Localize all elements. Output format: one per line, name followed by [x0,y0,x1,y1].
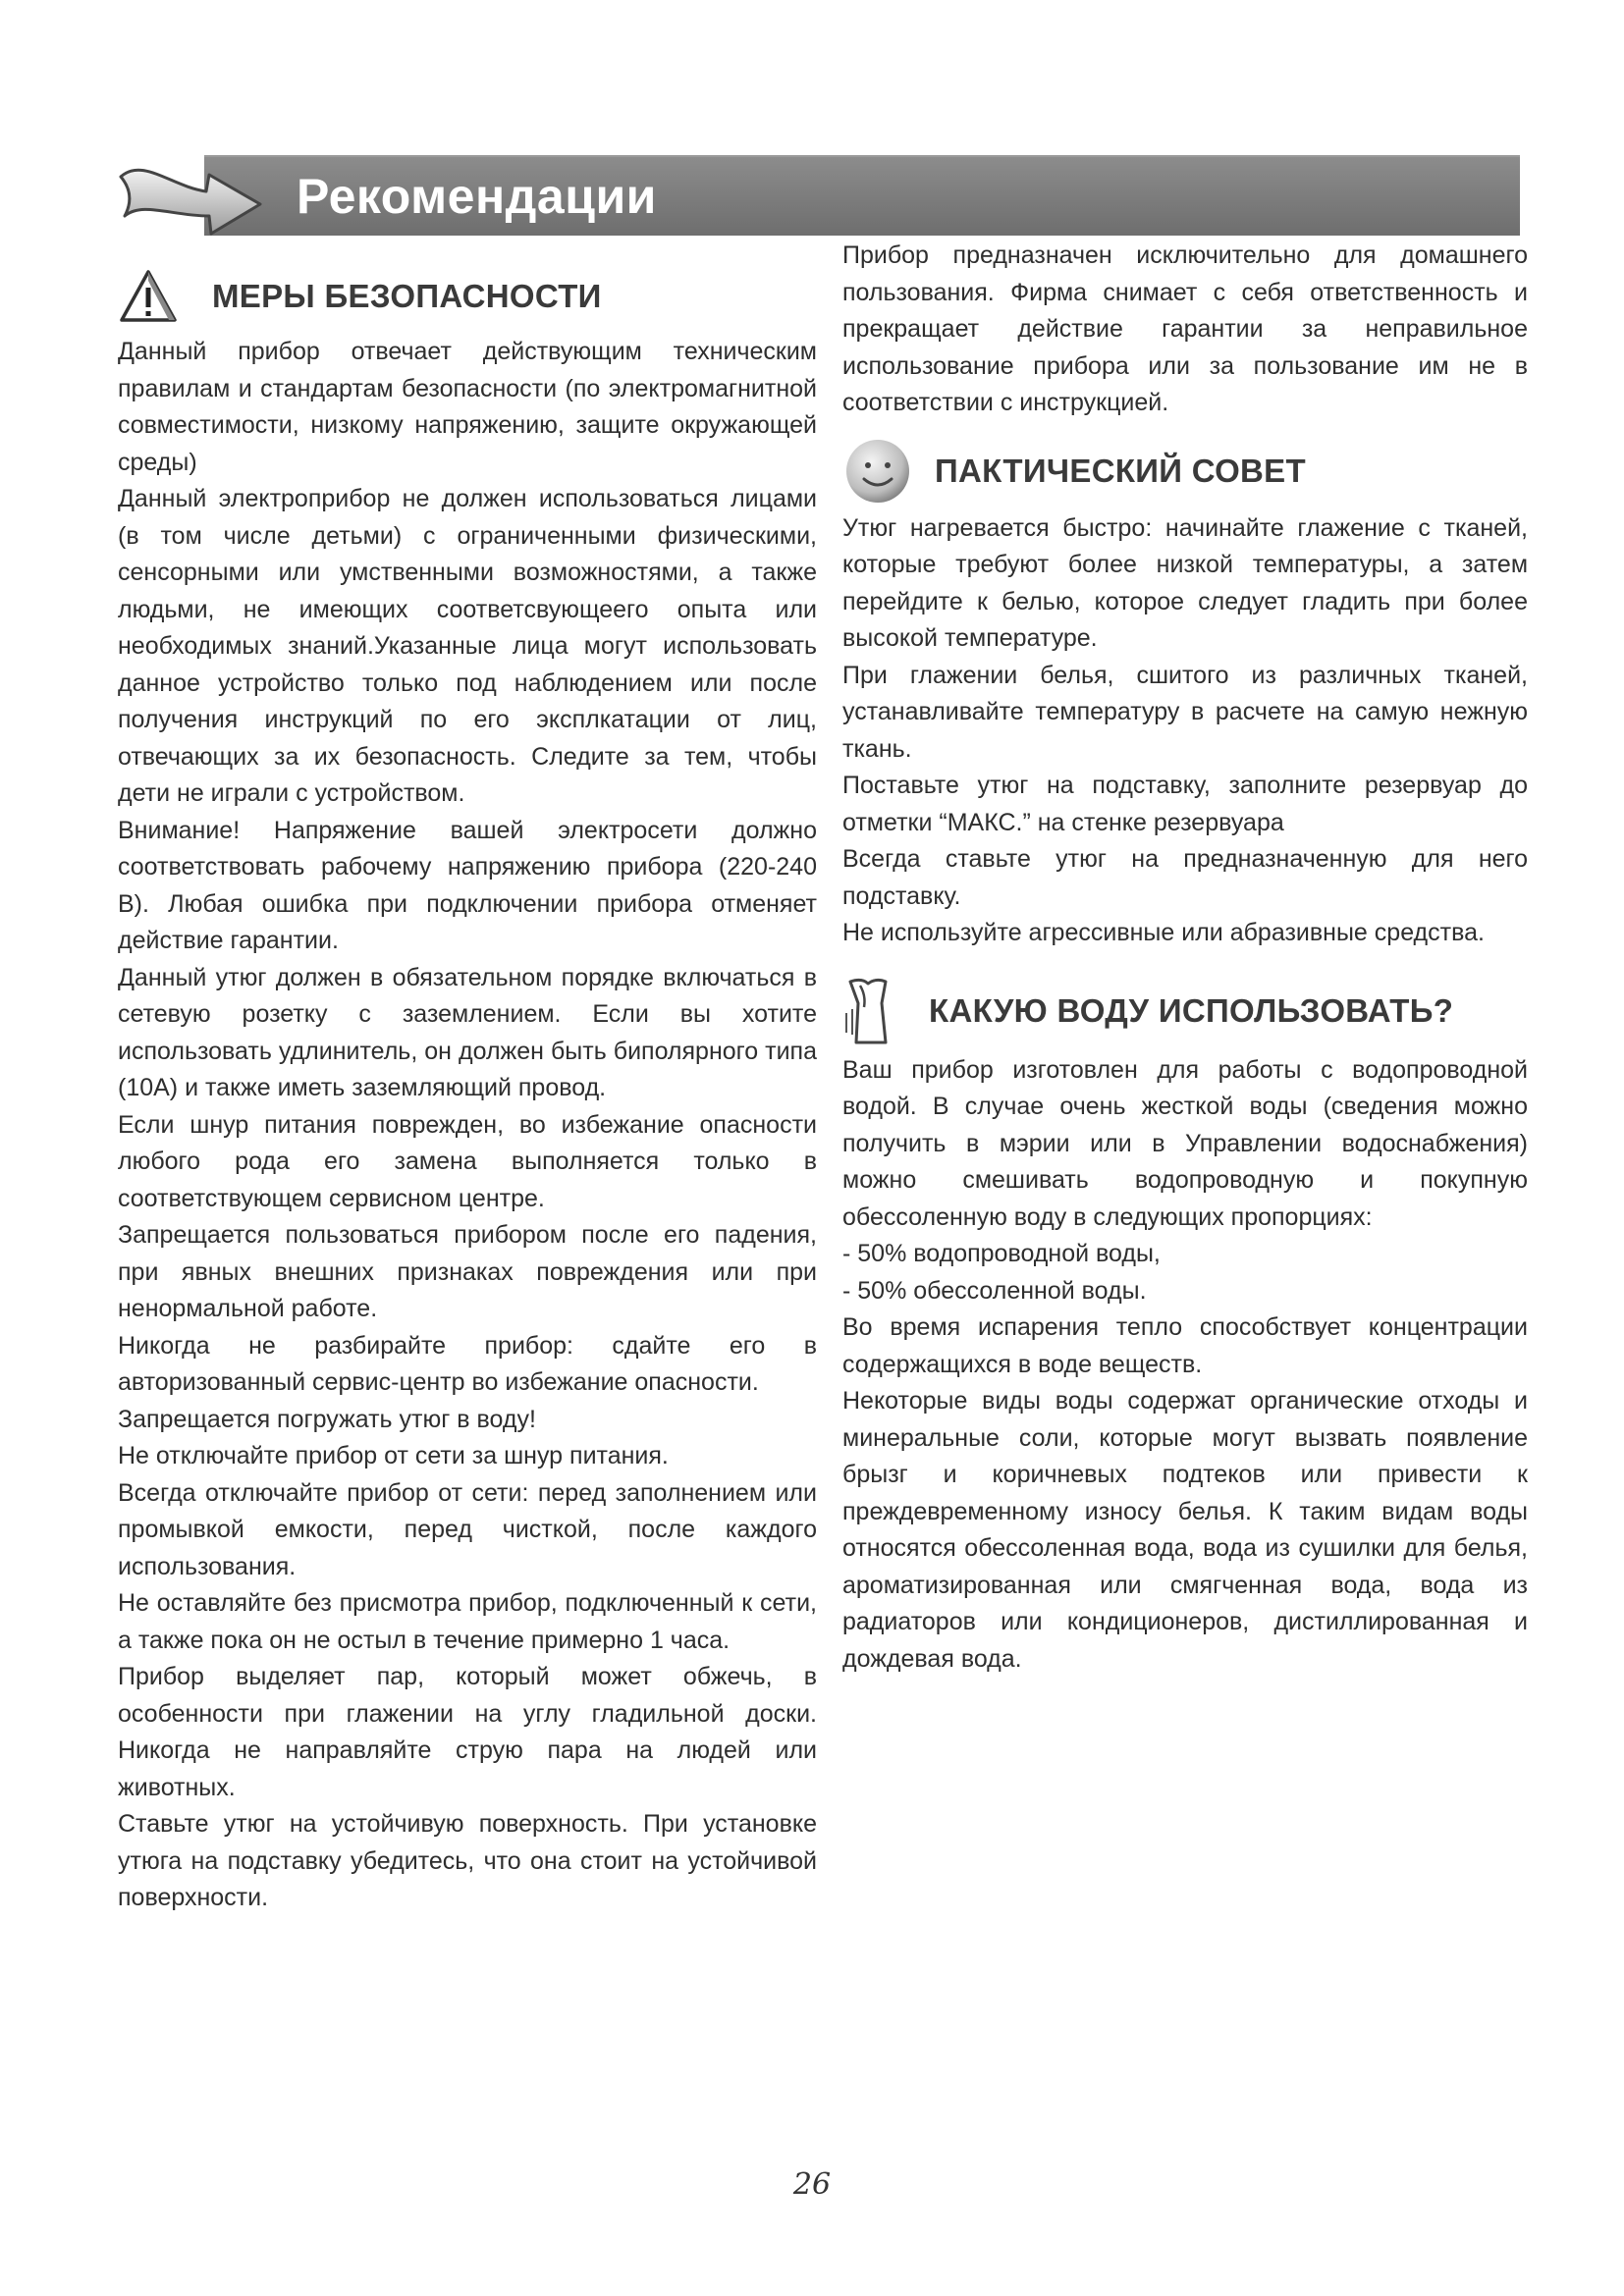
safety-paragraph: Данный утюг должен в обязательном порядке включаться в сетевую розетку с заземлением. Если вы хотите использовать удлинитель, он должен быть биполярного типа (10А) и также иметь заземляющий провод. [118,963,817,1101]
water-paragraph: - 50% обессоленной воды. [842,1276,1147,1305]
water-paragraph: - 50% водопроводной воды, [842,1240,1161,1267]
safety-column [118,265,817,1917]
safety-paragraph: Всегда отключайте прибор от сети: перед заполнением или промывкой емкости, перед чисткой, после каждого использования. [118,1478,817,1580]
tips-heading-text: ПАКТИЧЕСКИЙ СОВЕТ [935,452,1306,489]
water-cup-icon [842,974,895,1048]
safety-paragraph: Ставьте утюг на устойчивую поверхность. При установке утюга на подставку убедитесь, что она стоит на устойчивой поверхности. [118,1810,817,1911]
safety-paragraph: Если шнур питания поврежден, во избежание опасности любого рода его замена выполняется только в соответствующем сервисном центре. [118,1110,817,1212]
curved-arrow-icon [113,147,270,245]
tips-paragraph: Всегда ставьте утюг на предназначенную для него подставку. [842,845,1528,910]
water-paragraph: Некоторые виды воды содержат органические отходы и минеральные соли, которые могут вызвать появление брызг и коричневых подтеков или привести к преждевременному износу белья. К таким видам воды относятся обессоленная вода, вода из сушилки для белья, ароматизированная или смягченная вода, вода из радиаторов или кондиционеров, дистиллированная и дождевая вода. [842,1387,1528,1673]
tips-paragraph: Поставьте утюг на подставку, заполните резервуар до отметки “МАКС.” на стенке резервуара [842,772,1528,836]
safety-paragraph: Данный прибор отвечает действующим техническим правилам и стандартам безопасности (по электромагнитной совместимости, низкому напряжению, защите окружающей среды) [118,338,817,476]
safety-paragraph: Внимание! Напряжение вашей электросети должно соответствовать рабочему напряжению прибора (220-240 В). Любая ошибка при подключении прибора отменяет действие гарантии. [118,816,817,954]
safety-paragraph: Никогда не разбирайте прибор: сдайте его в авторизованный сервис-центр во избежание опасности. [118,1331,817,1396]
tips-paragraph: Не используйте агрессивные или абразивные средства. [842,919,1485,946]
safety-heading-text: МЕРЫ БЕЗОПАСНОСТИ [212,278,602,314]
safety-paragraph: Данный электроприбор не должен использоваться лицами (в том числе детьми) с ограниченными физическими, сенсорными или умственными возможностями, а также людьми, не имеющих соответсвующеего опыта или необходимых знаний.Указанные лица могут использовать данное устройство только под наблюдением или после получения инструкций по его эксплкатации от лиц, отвечающих за их безопасноcть. Следите за тем, чтобы дети не играли с устройством. [118,485,817,807]
tips-column [842,238,1528,1678]
safety-paragraph: Запрещается погружать утюг в воду! [118,1405,536,1433]
safety-heading [118,265,817,328]
tips-paragraph: Утюг нагревается быстро: начинайте глажение с тканей, которые требуют более низкой температуры, а затем перейдите к белью, которое следует гладить при более высокой температуре. [842,513,1528,652]
water-paragraph: Ваш прибор изготовлен для работы с водопроводной водой. В случае очень жесткой воды (сведения можно получить в мэрии или в Управлении водоснабжения) можно смешивать водопроводную и покупную обессоленную воду в следующих пропорциях: [842,1055,1528,1231]
safety-paragraph: Запрещается пользоваться прибором после его падения, при явных внешних признаках повреждения или при ненормальной работе. [118,1221,817,1322]
safety-paragraph: Не отключайте прибор от сети за шнур питания. [118,1442,669,1469]
smiley-face-icon [842,436,913,507]
safety-paragraph: Не оставляйте без присмотра прибор, подключенный к сети, а также пока он не остыл в течение примерно 1 часа. [118,1589,817,1654]
warning-triangle-icon [118,268,179,325]
intro-paragraph: Прибор предназначен исключительно для домашнего пользования. Фирма снимает с себя ответственность и прекращает действие гарантии за неправильное использование прибора или за пользование им не в соответствии с инструкцией. [842,241,1528,416]
tips-paragraph: При глажении белья, сшитого из различных тканей, устанавливайте температуру в расчете на самую нежную ткань. [842,661,1528,763]
water-paragraph: Во время испарения тепло способствует концентрации содержащихся в воде веществ. [842,1313,1528,1378]
water-heading-text: КАКУЮ ВОДУ ИСПОЛЬЗОВАТЬ? [929,991,1454,1029]
safety-paragraph: Прибор выделяет пар, который может обжечь, в особенности при глажении на углу гладильной доски. Никогда не направляйте струю пара на людей или животных. [118,1663,817,1801]
page-title: Рекомендации [297,169,657,224]
water-heading [842,972,1528,1050]
tips-heading [842,436,1528,507]
page-number: 26 [792,2167,832,2202]
